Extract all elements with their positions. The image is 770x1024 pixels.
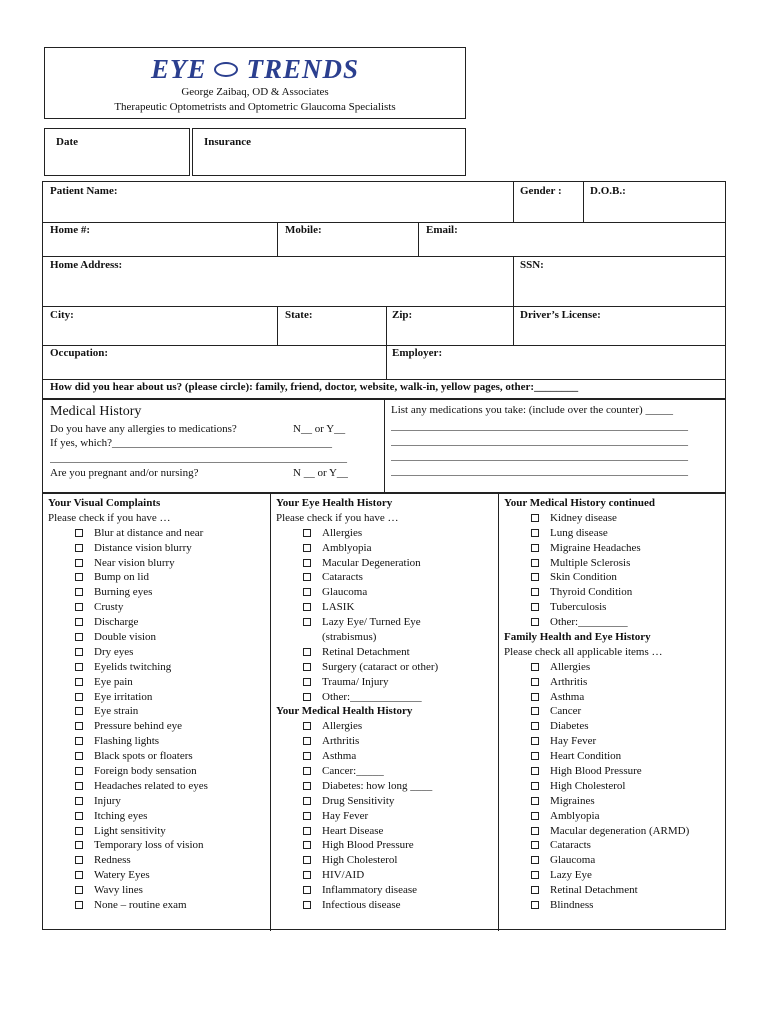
- insurance-field[interactable]: [192, 128, 466, 176]
- checkbox-icon[interactable]: [303, 886, 311, 894]
- checklist-item[interactable]: [504, 600, 724, 615]
- checklist-item[interactable]: [504, 541, 724, 556]
- checklist-item-label: Other:_________: [550, 616, 628, 629]
- pregnant-answer[interactable]: N __ or Y__: [293, 467, 348, 479]
- checklist-item-label: Arthritis: [322, 735, 360, 748]
- checkbox-icon[interactable]: [75, 722, 83, 730]
- checklist-item[interactable]: [48, 600, 268, 615]
- checkbox-icon[interactable]: [531, 737, 539, 745]
- checkbox-icon[interactable]: [75, 767, 83, 775]
- checklist-item[interactable]: [48, 794, 268, 809]
- checkbox-icon[interactable]: [303, 812, 311, 820]
- checklist-item[interactable]: [276, 809, 496, 824]
- column-title: Your Medical Health History: [276, 705, 413, 718]
- zip-label: Zip:: [392, 309, 413, 321]
- checklist-item[interactable]: [48, 898, 268, 913]
- checklist-item[interactable]: [48, 675, 268, 690]
- checklist-item-label: Crusty: [94, 601, 124, 614]
- checklist-item[interactable]: [504, 779, 724, 794]
- checklist-item-label: Asthma: [550, 690, 585, 703]
- checkbox-icon[interactable]: [531, 797, 539, 805]
- checkbox-icon[interactable]: [75, 871, 83, 879]
- checklist-item-label: Glaucoma: [322, 586, 368, 599]
- checkbox-icon[interactable]: [303, 648, 311, 656]
- checklist-item-label: Near vision blurry: [94, 556, 175, 569]
- allergies-extra-line[interactable]: ______________________________________________________: [50, 452, 347, 464]
- checklist-item[interactable]: [276, 898, 496, 913]
- checklist-item-label: Lazy Eye/ Turned Eye: [322, 616, 421, 629]
- gender-label: Gender :: [520, 185, 562, 197]
- checklist-item[interactable]: [504, 556, 724, 571]
- checkbox-icon[interactable]: [531, 782, 539, 790]
- clinic-name: George Zaibaq, OD & Associates: [181, 86, 329, 98]
- eye-icon: [214, 62, 238, 77]
- checklist-item[interactable]: [276, 541, 496, 556]
- checklist-item[interactable]: [48, 749, 268, 764]
- checklist-item[interactable]: [276, 883, 496, 898]
- checklist-item[interactable]: [48, 764, 268, 779]
- checklist-item[interactable]: [504, 526, 724, 541]
- occupation-label: Occupation:: [50, 347, 109, 359]
- eye-trends-logo: EYE TRENDS: [150, 54, 360, 84]
- checklist-item-label: Watery Eyes: [94, 869, 150, 882]
- checklist-item[interactable]: [48, 704, 268, 719]
- checklist-item-label: Lazy Eye: [550, 869, 592, 882]
- checklist-item[interactable]: [276, 868, 496, 883]
- checkbox-icon[interactable]: [531, 707, 539, 715]
- checklist-item[interactable]: [276, 838, 496, 853]
- checkbox-icon[interactable]: [303, 841, 311, 849]
- home-address-label: Home Address:: [50, 259, 123, 271]
- city-label: City:: [50, 309, 74, 321]
- checklist-item[interactable]: [48, 734, 268, 749]
- checklist-item[interactable]: [48, 809, 268, 824]
- medications-line[interactable]: ______________________________________________________: [391, 465, 688, 477]
- checklist-item[interactable]: [48, 630, 268, 645]
- checklist-item[interactable]: [504, 898, 724, 913]
- checkbox-icon[interactable]: [303, 737, 311, 745]
- checkbox-icon[interactable]: [303, 678, 311, 686]
- medications-line[interactable]: ______________________________________________________: [391, 450, 688, 462]
- checkbox-icon[interactable]: [531, 886, 539, 894]
- checkbox-icon[interactable]: [75, 633, 83, 641]
- checkbox-icon[interactable]: [531, 573, 539, 581]
- checkbox-icon[interactable]: [75, 841, 83, 849]
- checkbox-icon[interactable]: [75, 544, 83, 552]
- checklist-item[interactable]: [276, 779, 496, 794]
- checklist-item[interactable]: [504, 615, 724, 630]
- medications-line[interactable]: ______________________________________________________: [391, 435, 688, 447]
- home-phone-label: Home #:: [50, 224, 91, 236]
- checklist-item-label: Migraines: [550, 794, 595, 807]
- checklist-item-label: Allergies: [322, 526, 363, 539]
- checklist-item-label: Blindness: [550, 899, 594, 912]
- checklist-item-label: Flashing lights: [94, 735, 160, 748]
- checklist-item[interactable]: [48, 541, 268, 556]
- checklist-item-label: Retinal Detachment: [550, 884, 638, 897]
- checklist-item[interactable]: [504, 883, 724, 898]
- checkbox-icon[interactable]: [303, 797, 311, 805]
- checklist-item[interactable]: [276, 556, 496, 571]
- checklist-item-label: LASIK: [322, 601, 355, 614]
- patient-name-label: Patient Name:: [50, 185, 118, 197]
- allergies-which[interactable]: If yes, which?________________________________________: [50, 437, 333, 449]
- checkbox-icon[interactable]: [303, 782, 311, 790]
- checklist-item-label: Allergies: [550, 660, 591, 673]
- checklist-item-label: Double vision: [94, 631, 157, 644]
- checklist-item[interactable]: [48, 526, 268, 541]
- patient-info-grid: [42, 181, 726, 399]
- checklist-item-label: Eye pain: [94, 675, 133, 688]
- checkbox-icon[interactable]: [75, 886, 83, 894]
- checklist-item[interactable]: [504, 570, 724, 585]
- column-prompt: Please check if you have …: [48, 511, 171, 524]
- checklist-item-label: Surgery (cataract or other): [322, 660, 439, 673]
- mobile-label: Mobile:: [285, 224, 322, 236]
- checklist-item-label: Trauma/ Injury: [322, 675, 389, 688]
- checklist-item-label: Diabetes: [550, 720, 589, 733]
- checkbox-icon[interactable]: [531, 693, 539, 701]
- checkbox-icon[interactable]: [75, 529, 83, 537]
- checkbox-icon[interactable]: [303, 871, 311, 879]
- checkbox-icon[interactable]: [531, 856, 539, 864]
- checklist-item[interactable]: [48, 556, 268, 571]
- checklist-item-label: Cancer:_____: [322, 765, 384, 778]
- column-prompt: Please check if you have …: [276, 511, 399, 524]
- checklist-item-label: Wavy lines: [94, 884, 143, 897]
- checklist-item-label: Diabetes: how long ____: [322, 779, 433, 792]
- column-title: Your Medical History continued: [504, 497, 656, 509]
- checkbox-icon[interactable]: [75, 618, 83, 626]
- checklist-item-label: Heart Condition: [550, 750, 622, 763]
- checklist-item-label: High Blood Pressure: [322, 839, 414, 852]
- checklist-item[interactable]: [48, 824, 268, 839]
- checkbox-icon[interactable]: [75, 573, 83, 581]
- checklist-item[interactable]: [504, 838, 724, 853]
- checklist-item-label: Cataracts: [550, 839, 591, 852]
- checklist-item-label: High Cholesterol: [550, 779, 626, 792]
- checklist-item-label: Burning eyes: [94, 586, 153, 599]
- checkbox-icon[interactable]: [303, 901, 311, 909]
- checklist-item[interactable]: [276, 615, 496, 630]
- checkbox-icon[interactable]: [531, 588, 539, 596]
- checkbox-icon[interactable]: [531, 514, 539, 522]
- checklist-item[interactable]: [504, 853, 724, 868]
- checklist-item-label: Dry eyes: [94, 645, 134, 658]
- checklist-item[interactable]: [276, 749, 496, 764]
- checkbox-icon[interactable]: [531, 752, 539, 760]
- medications-line[interactable]: ______________________________________________________: [391, 420, 688, 432]
- item-note: (strabismus): [322, 631, 377, 644]
- checklist-item[interactable]: [504, 660, 724, 675]
- checkbox-icon[interactable]: [303, 693, 311, 701]
- checklist-item[interactable]: [504, 824, 724, 839]
- checklist-item-label: Tuberculosis: [550, 601, 607, 614]
- checklist-item[interactable]: [504, 704, 724, 719]
- checkbox-icon[interactable]: [531, 722, 539, 730]
- checkbox-icon[interactable]: [303, 559, 311, 567]
- checkbox-icon[interactable]: [75, 707, 83, 715]
- checkbox-icon[interactable]: [75, 901, 83, 909]
- checkbox-icon[interactable]: [75, 752, 83, 760]
- checkbox-icon[interactable]: [303, 529, 311, 537]
- checkbox-icon[interactable]: [531, 544, 539, 552]
- checkbox-icon[interactable]: [303, 544, 311, 552]
- checklist-item-label: Discharge: [94, 616, 139, 629]
- medical-history-title: Medical History: [50, 404, 142, 419]
- checkbox-icon[interactable]: [303, 752, 311, 760]
- checklist-item[interactable]: [276, 853, 496, 868]
- checklist-item-label: Blur at distance and near: [94, 526, 204, 539]
- checkbox-icon[interactable]: [75, 693, 83, 701]
- checklist-item-label: Amblyopia: [322, 541, 372, 554]
- checklist-item[interactable]: [48, 570, 268, 585]
- checklist-item[interactable]: [48, 690, 268, 705]
- drivers-license-label: Driver’s License:: [520, 309, 601, 321]
- ssn-label: SSN:: [520, 259, 544, 271]
- checkbox-icon[interactable]: [75, 663, 83, 671]
- checklist-item[interactable]: [48, 615, 268, 630]
- checklist-item-label: Glaucoma: [550, 854, 596, 867]
- checklist-item-label: Cataracts: [322, 571, 363, 584]
- checklist-item-label: Thyroid Condition: [550, 586, 633, 599]
- checklist-item[interactable]: [48, 838, 268, 853]
- checklist-item[interactable]: [504, 749, 724, 764]
- checklist-item-label: Drug Sensitivity: [322, 794, 395, 807]
- checkbox-icon[interactable]: [75, 648, 83, 656]
- checklist-item-label: Other:_____________: [322, 690, 422, 703]
- checklist-item[interactable]: [48, 660, 268, 675]
- checklist-item-label: Macular Degeneration: [322, 556, 421, 569]
- checklist-item[interactable]: [504, 734, 724, 749]
- checklist-item[interactable]: [48, 645, 268, 660]
- checklist-item-label: High Cholesterol: [322, 854, 398, 867]
- checklist-item[interactable]: [276, 734, 496, 749]
- checkbox-icon[interactable]: [303, 827, 311, 835]
- checklist-item[interactable]: [276, 824, 496, 839]
- checklist-item[interactable]: [504, 794, 724, 809]
- checklist-item-label: Kidney disease: [550, 511, 617, 524]
- referral-question: How did you hear about us? (please circle): family, friend, doctor, website, walk-in, yellow pages, other:________: [50, 381, 579, 393]
- checklist-item-label: Amblyopia: [550, 809, 600, 822]
- checklist-item-label: Inflammatory disease: [322, 884, 417, 897]
- checklist-item-label: Hay Fever: [322, 809, 369, 822]
- checkbox-icon[interactable]: [303, 663, 311, 671]
- checklist-item[interactable]: [504, 690, 724, 705]
- visual-complaints-column: [48, 496, 268, 913]
- checklist-item-label: Retinal Detachment: [322, 645, 410, 658]
- checklist-item-label: Light sensitivity: [94, 824, 166, 837]
- checkbox-icon[interactable]: [531, 663, 539, 671]
- checklist-item[interactable]: [48, 779, 268, 794]
- checklist-item[interactable]: [276, 794, 496, 809]
- checklist-item-label: Injury: [94, 794, 121, 807]
- column-prompt: Please check all applicable items …: [504, 645, 663, 658]
- checklist-item[interactable]: [276, 600, 496, 615]
- checklist-item[interactable]: [276, 526, 496, 541]
- checklist-item-label: Arthritis: [550, 675, 588, 688]
- checkbox-icon[interactable]: [303, 767, 311, 775]
- checklist-item-label: Headaches related to eyes: [94, 779, 208, 792]
- checklist-item-label: Macular degeneration (ARMD): [550, 824, 690, 837]
- checklist-item[interactable]: [276, 690, 496, 705]
- insurance-label: Insurance: [204, 136, 252, 148]
- checklist-item-label: Migraine Headaches: [550, 541, 641, 554]
- checklist-item[interactable]: [48, 585, 268, 600]
- checkbox-icon[interactable]: [531, 767, 539, 775]
- checklist-item[interactable]: [276, 585, 496, 600]
- checklist-item[interactable]: [504, 764, 724, 779]
- employer-label: Employer:: [392, 347, 443, 359]
- checkbox-icon[interactable]: [303, 573, 311, 581]
- checkbox-icon[interactable]: [303, 722, 311, 730]
- column-title: Your Visual Complaints: [48, 497, 161, 509]
- checkbox-icon[interactable]: [75, 603, 83, 611]
- dob-label: D.O.B.:: [590, 185, 626, 197]
- checkbox-icon[interactable]: [75, 737, 83, 745]
- checkbox-icon[interactable]: [303, 618, 311, 626]
- checklist-item-label: Eye irritation: [94, 690, 153, 703]
- checkbox-icon[interactable]: [75, 797, 83, 805]
- allergies-question: Do you have any allergies to medications?: [50, 423, 237, 435]
- checkbox-icon[interactable]: [75, 678, 83, 686]
- checkbox-icon[interactable]: [531, 827, 539, 835]
- date-label: Date: [56, 136, 78, 148]
- checkbox-icon[interactable]: [303, 588, 311, 596]
- checklist-item-label: Foreign body sensation: [94, 765, 197, 778]
- checkbox-icon[interactable]: [531, 529, 539, 537]
- checklist-item-label: Redness: [94, 854, 131, 867]
- date-field[interactable]: [44, 128, 190, 176]
- checkbox-icon[interactable]: [303, 603, 311, 611]
- checklist-item[interactable]: [504, 809, 724, 824]
- checklist-item-label: Skin Condition: [550, 571, 617, 584]
- checkbox-icon[interactable]: [75, 827, 83, 835]
- checklist-item-label: Cancer: [550, 705, 582, 718]
- email-label: Email:: [426, 224, 458, 236]
- medical-history-continued-column: [504, 496, 724, 913]
- checkbox-icon[interactable]: [531, 678, 539, 686]
- checkbox-icon[interactable]: [531, 603, 539, 611]
- checkbox-icon[interactable]: [531, 618, 539, 626]
- checklist-item-label: High Blood Pressure: [550, 765, 642, 778]
- checklist-item[interactable]: [48, 853, 268, 868]
- clinic-specialty: Therapeutic Optometrists and Optometric Glaucoma Specialists: [114, 101, 396, 113]
- checklist-item-label: Allergies: [322, 720, 363, 733]
- column-title: Your Eye Health History: [276, 497, 393, 509]
- checklist-item-label: Itching eyes: [94, 809, 148, 822]
- checklist-item-label: Eyelids twitching: [94, 660, 172, 673]
- checklist-item-label: Asthma: [322, 750, 357, 763]
- checklist-item-label: Infectious disease: [322, 899, 401, 912]
- checklist-item[interactable]: [48, 883, 268, 898]
- allergies-answer[interactable]: N__ or Y__: [293, 423, 346, 435]
- state-label: State:: [285, 309, 313, 321]
- checklist-item-label: Pressure behind eye: [94, 720, 182, 733]
- checkbox-icon[interactable]: [75, 812, 83, 820]
- medications-label: List any medications you take: (include over the counter) _____: [391, 404, 673, 416]
- checklist-item[interactable]: [276, 675, 496, 690]
- checkbox-icon[interactable]: [531, 559, 539, 567]
- checklist-item[interactable]: [504, 511, 724, 526]
- checkbox-icon[interactable]: [303, 856, 311, 864]
- checkbox-icon[interactable]: [531, 841, 539, 849]
- checklist-item-label: Heart Disease: [322, 824, 384, 837]
- checkbox-icon[interactable]: [75, 588, 83, 596]
- checklist-item-label: Temporary loss of vision: [94, 839, 204, 852]
- checklist-item[interactable]: [504, 585, 724, 600]
- checklist-item[interactable]: [276, 660, 496, 675]
- checklist-item[interactable]: [504, 675, 724, 690]
- checklist-item[interactable]: [276, 645, 496, 660]
- column-title: Family Health and Eye History: [504, 631, 651, 644]
- checklist-item[interactable]: [276, 570, 496, 585]
- checklist-item-label: Bump on lid: [94, 571, 150, 584]
- checklist-item[interactable]: [276, 764, 496, 779]
- clinic-header: [44, 47, 466, 119]
- pregnant-question: Are you pregnant and/or nursing?: [50, 467, 199, 479]
- checklist-item-label: HIV/AID: [322, 869, 365, 882]
- checklist-item-label: Eye strain: [94, 705, 139, 718]
- checkbox-icon[interactable]: [75, 782, 83, 790]
- checkbox-icon[interactable]: [531, 871, 539, 879]
- eye-health-column: [276, 496, 496, 913]
- checklist-item-label: Lung disease: [550, 526, 608, 539]
- checklist-item-label: Distance vision blurry: [94, 541, 192, 554]
- checklist-item[interactable]: [48, 719, 268, 734]
- checklist-item[interactable]: [276, 719, 496, 734]
- checkbox-icon[interactable]: [531, 812, 539, 820]
- checklist-item[interactable]: [48, 868, 268, 883]
- checkbox-icon[interactable]: [531, 901, 539, 909]
- checklist-item-label: Hay Fever: [550, 735, 597, 748]
- checklist-item-label: Black spots or floaters: [94, 750, 193, 763]
- checkbox-icon[interactable]: [75, 856, 83, 864]
- checkbox-icon[interactable]: [75, 559, 83, 567]
- checklist-item[interactable]: [504, 719, 724, 734]
- checklist-item[interactable]: [504, 868, 724, 883]
- checklist-item-label: Multiple Sclerosis: [550, 556, 631, 569]
- checklist-item-label: None – routine exam: [94, 899, 187, 912]
